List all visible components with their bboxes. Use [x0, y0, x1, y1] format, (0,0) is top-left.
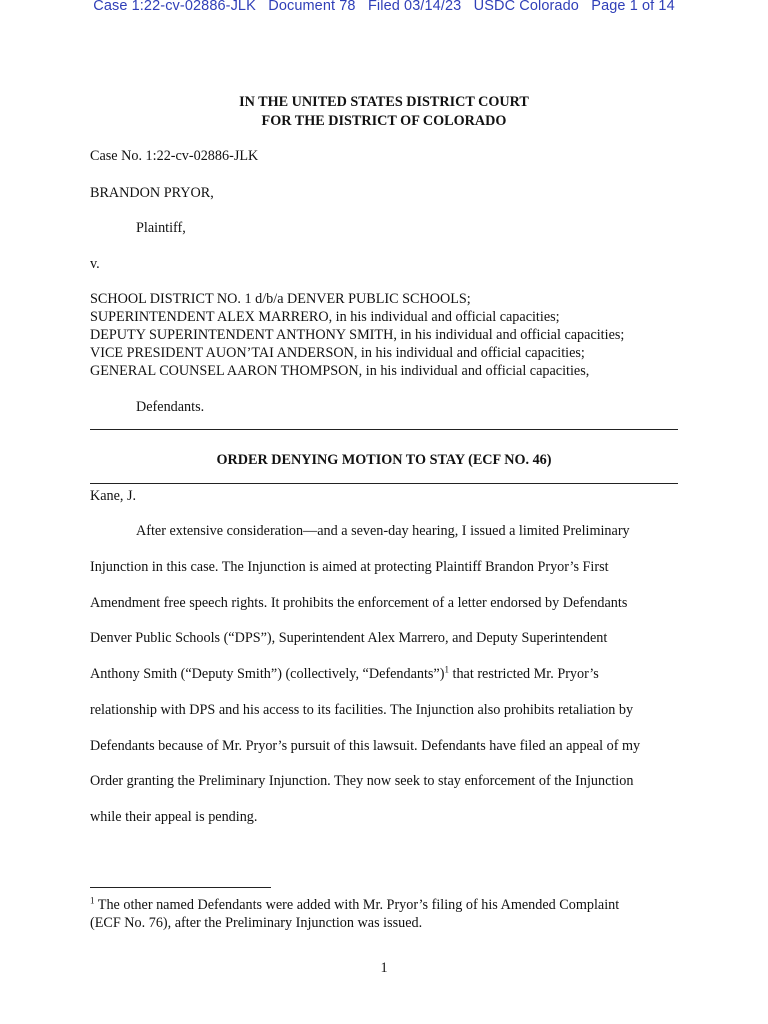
- body-line-text: Anthony Smith (“Deputy Smith”) (collectively, “Defendants”): [90, 666, 445, 682]
- page-number: 1: [380, 960, 388, 976]
- footnote-line2: (ECF No. 76), after the Preliminary Injunction was issued.: [90, 915, 423, 931]
- footnote-text: The other named Defendants were added with Mr. Pryor’s filing of his Amended Complaint: [94, 897, 620, 913]
- body-line: while their appeal is pending.: [90, 809, 258, 825]
- plaintiff-label: Plaintiff,: [136, 220, 186, 236]
- defendants-label: Defendants.: [136, 399, 205, 415]
- versus: v.: [90, 256, 100, 272]
- body-line-with-footnote: [90, 665, 599, 683]
- court-name-line2: FOR THE DISTRICT OF COLORADO: [261, 113, 507, 129]
- judge-name: Kane, J.: [90, 488, 137, 504]
- footnote-reference[interactable]: 1: [444, 664, 449, 675]
- defendant-line: DEPUTY SUPERINTENDENT ANTHONY SMITH, in his individual and official capacities;: [90, 327, 625, 343]
- body-line-text: that restricted Mr. Pryor’s: [448, 666, 599, 682]
- court-name-line1: IN THE UNITED STATES DISTRICT COURT: [239, 94, 529, 110]
- footnote-marker: 1: [90, 895, 95, 906]
- body-line: relationship with DPS and his access to its facilities. The Injunction also prohibits retaliation by: [90, 702, 634, 718]
- footnote-divider: [90, 887, 271, 888]
- body-line: Denver Public Schools (“DPS”), Superintendent Alex Marrero, and Deputy Superintendent: [90, 630, 608, 646]
- caption-divider-bottom: [90, 483, 678, 484]
- body-line: Defendants because of Mr. Pryor’s pursuit of this lawsuit. Defendants have filed an appeal of my: [90, 738, 641, 754]
- defendant-line: SUPERINTENDENT ALEX MARRERO, in his individual and official capacities;: [90, 309, 560, 325]
- body-line: Amendment free speech rights. It prohibits the enforcement of a letter endorsed by Defendants: [90, 595, 628, 611]
- body-line: After extensive consideration—and a seven-day hearing, I issued a limited Preliminary: [136, 523, 630, 539]
- body-line: Injunction in this case. The Injunction is aimed at protecting Plaintiff Brandon Pryor’s First: [90, 559, 609, 575]
- caption-divider-top: [90, 429, 678, 430]
- defendant-line: SCHOOL DISTRICT NO. 1 d/b/a DENVER PUBLIC SCHOOLS;: [90, 291, 471, 307]
- plaintiff-name: BRANDON PRYOR,: [90, 185, 214, 201]
- defendant-line: VICE PRESIDENT AUON’TAI ANDERSON, in his individual and official capacities;: [90, 345, 585, 361]
- order-title: ORDER DENYING MOTION TO STAY (ECF NO. 46): [216, 452, 552, 468]
- defendant-line: GENERAL COUNSEL AARON THOMPSON, in his individual and official capacities,: [90, 363, 590, 379]
- footnote-line1: [90, 896, 619, 914]
- case-number: Case No. 1:22-cv-02886-JLK: [90, 148, 259, 164]
- ecf-header-stamp: Case 1:22-cv-02886-JLK Document 78 Filed 03/14/23 USDC Colorado Page 1 of 14: [93, 0, 675, 14]
- body-line: Order granting the Preliminary Injunction. They now seek to stay enforcement of the Injunction: [90, 773, 634, 789]
